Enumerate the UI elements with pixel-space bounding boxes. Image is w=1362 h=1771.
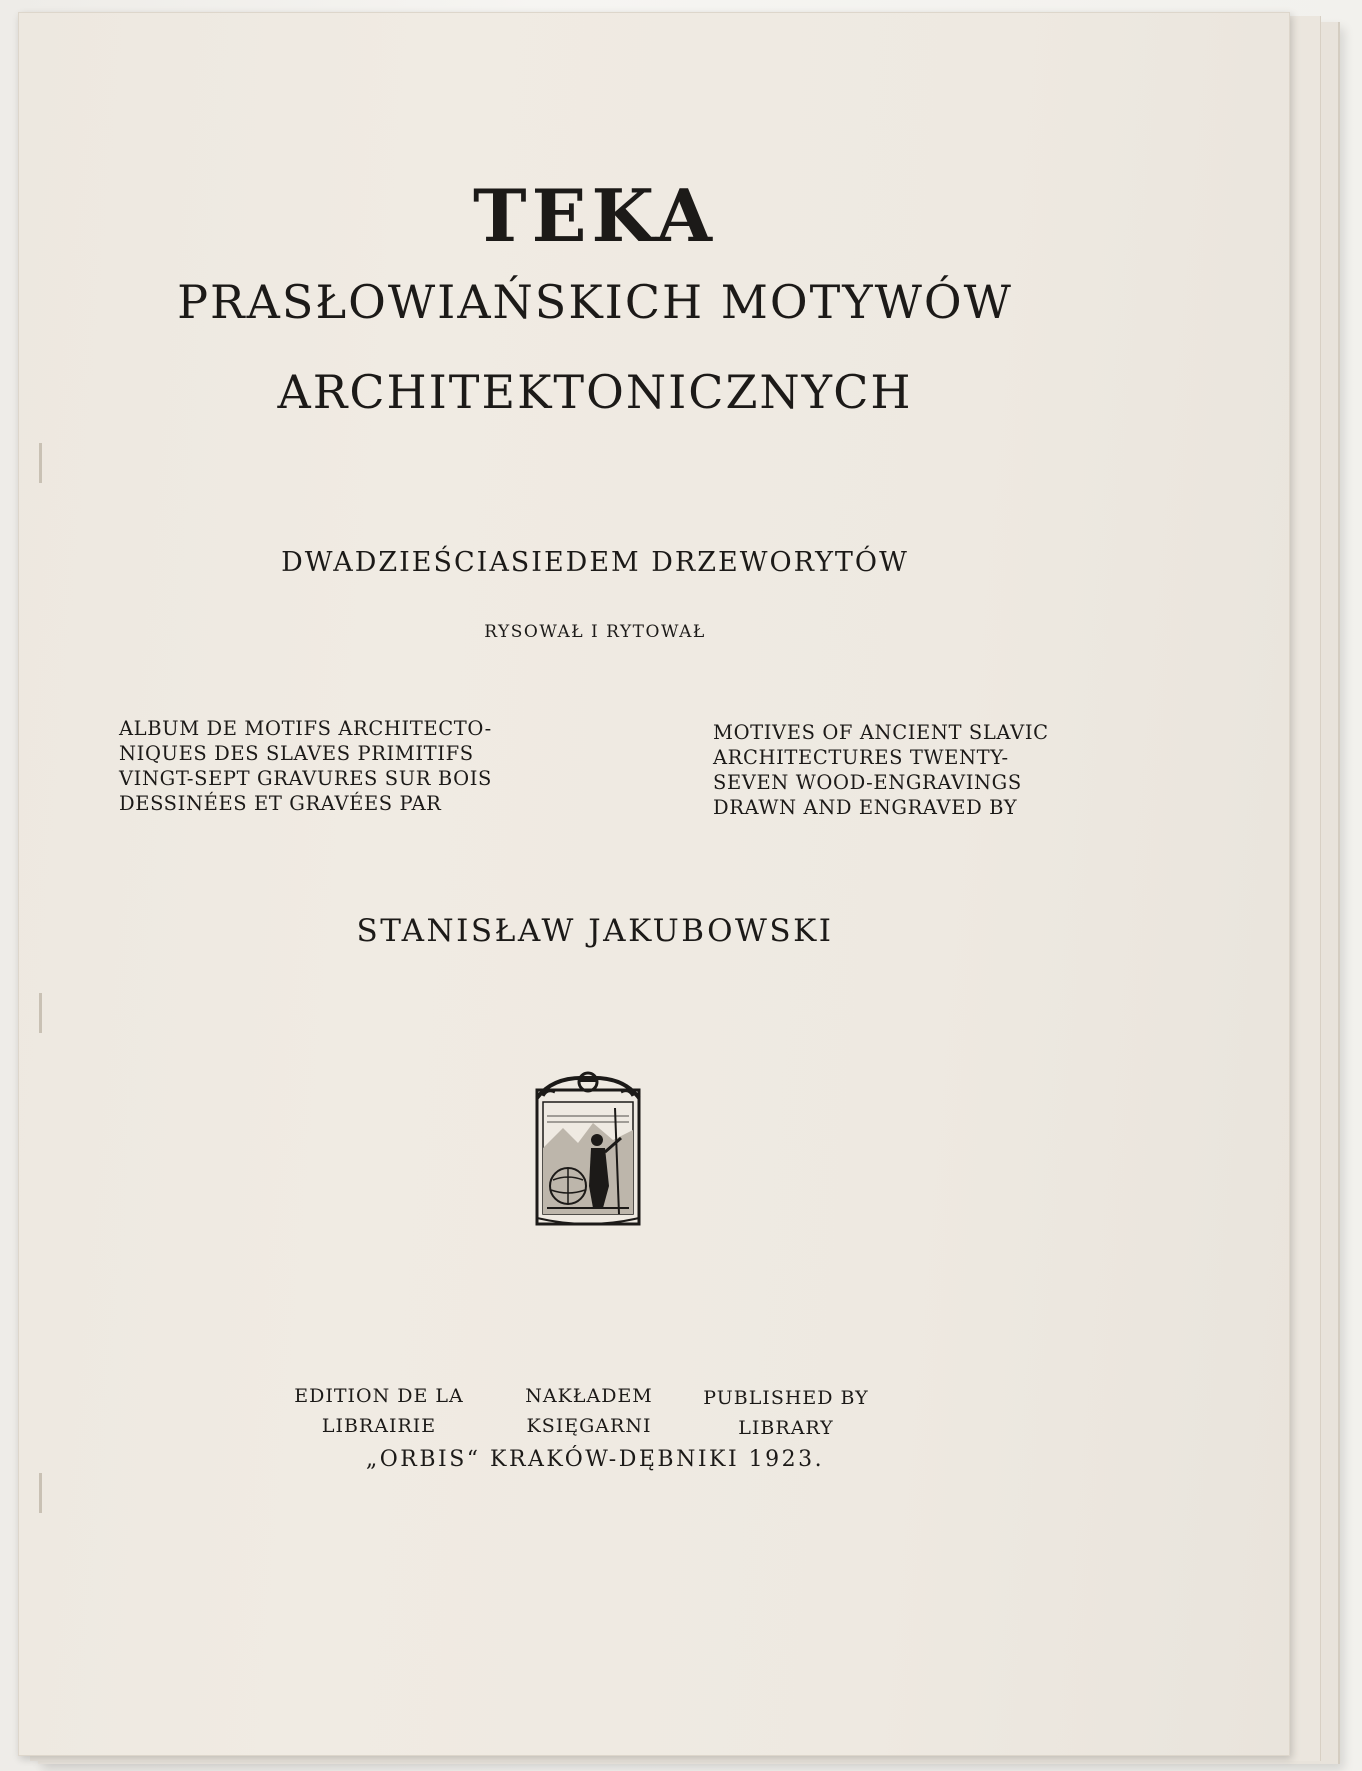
publisher-emblem-figure-icon — [533, 1068, 643, 1228]
french-line: DESSINÉES ET GRAVÉES PAR — [119, 792, 442, 815]
main-title: TEKA — [473, 173, 717, 258]
title-line-1: PRASŁOWIAŃSKICH MOTYWÓW — [177, 275, 1013, 329]
french-line: NIQUES DES SLAVES PRIMITIFS — [119, 742, 474, 765]
imprint-line: NAKŁADEM — [525, 1385, 653, 1407]
imprint-line: LIBRARY — [738, 1417, 834, 1439]
title-line-2: ARCHITEKTONICZNYCH — [277, 365, 913, 419]
imprint-english — [691, 1383, 881, 1443]
english-line: SEVEN WOOD-ENGRAVINGS — [713, 771, 1022, 794]
french-description — [119, 716, 519, 816]
imprint-line: EDITION DE LA — [294, 1385, 464, 1407]
publisher-line: „ORBIS“ KRAKÓW-DĘBNIKI 1923. — [365, 1447, 825, 1472]
binding-mark — [39, 443, 42, 483]
imprint-line: KSIĘGARNI — [526, 1415, 652, 1437]
english-line: DRAWN AND ENGRAVED BY — [713, 796, 1018, 819]
french-line: ALBUM DE MOTIFS ARCHITECTO- — [119, 717, 492, 740]
english-line: MOTIVES OF ANCIENT SLAVIC — [713, 721, 1049, 744]
french-line: VINGT-SEPT GRAVURES SUR BOIS — [119, 767, 492, 790]
binding-mark — [39, 993, 42, 1033]
engraving-count: DWADZIEŚCIASIEDEM DRZEWORYTÓW — [281, 547, 909, 578]
imprint-line: LIBRAIRIE — [321, 1415, 437, 1437]
binding-mark — [39, 1473, 42, 1513]
title-page — [18, 12, 1290, 1756]
english-line: ARCHITECTURES TWENTY- — [713, 746, 1009, 769]
imprint-french — [279, 1381, 479, 1441]
imprint-polish — [499, 1381, 679, 1441]
author-name: STANISŁAW JAKUBOWSKI — [356, 913, 834, 949]
credit-line: RYSOWAŁ I RYTOWAŁ — [484, 622, 706, 642]
english-description — [713, 720, 1059, 820]
imprint-line: PUBLISHED BY — [703, 1387, 869, 1409]
